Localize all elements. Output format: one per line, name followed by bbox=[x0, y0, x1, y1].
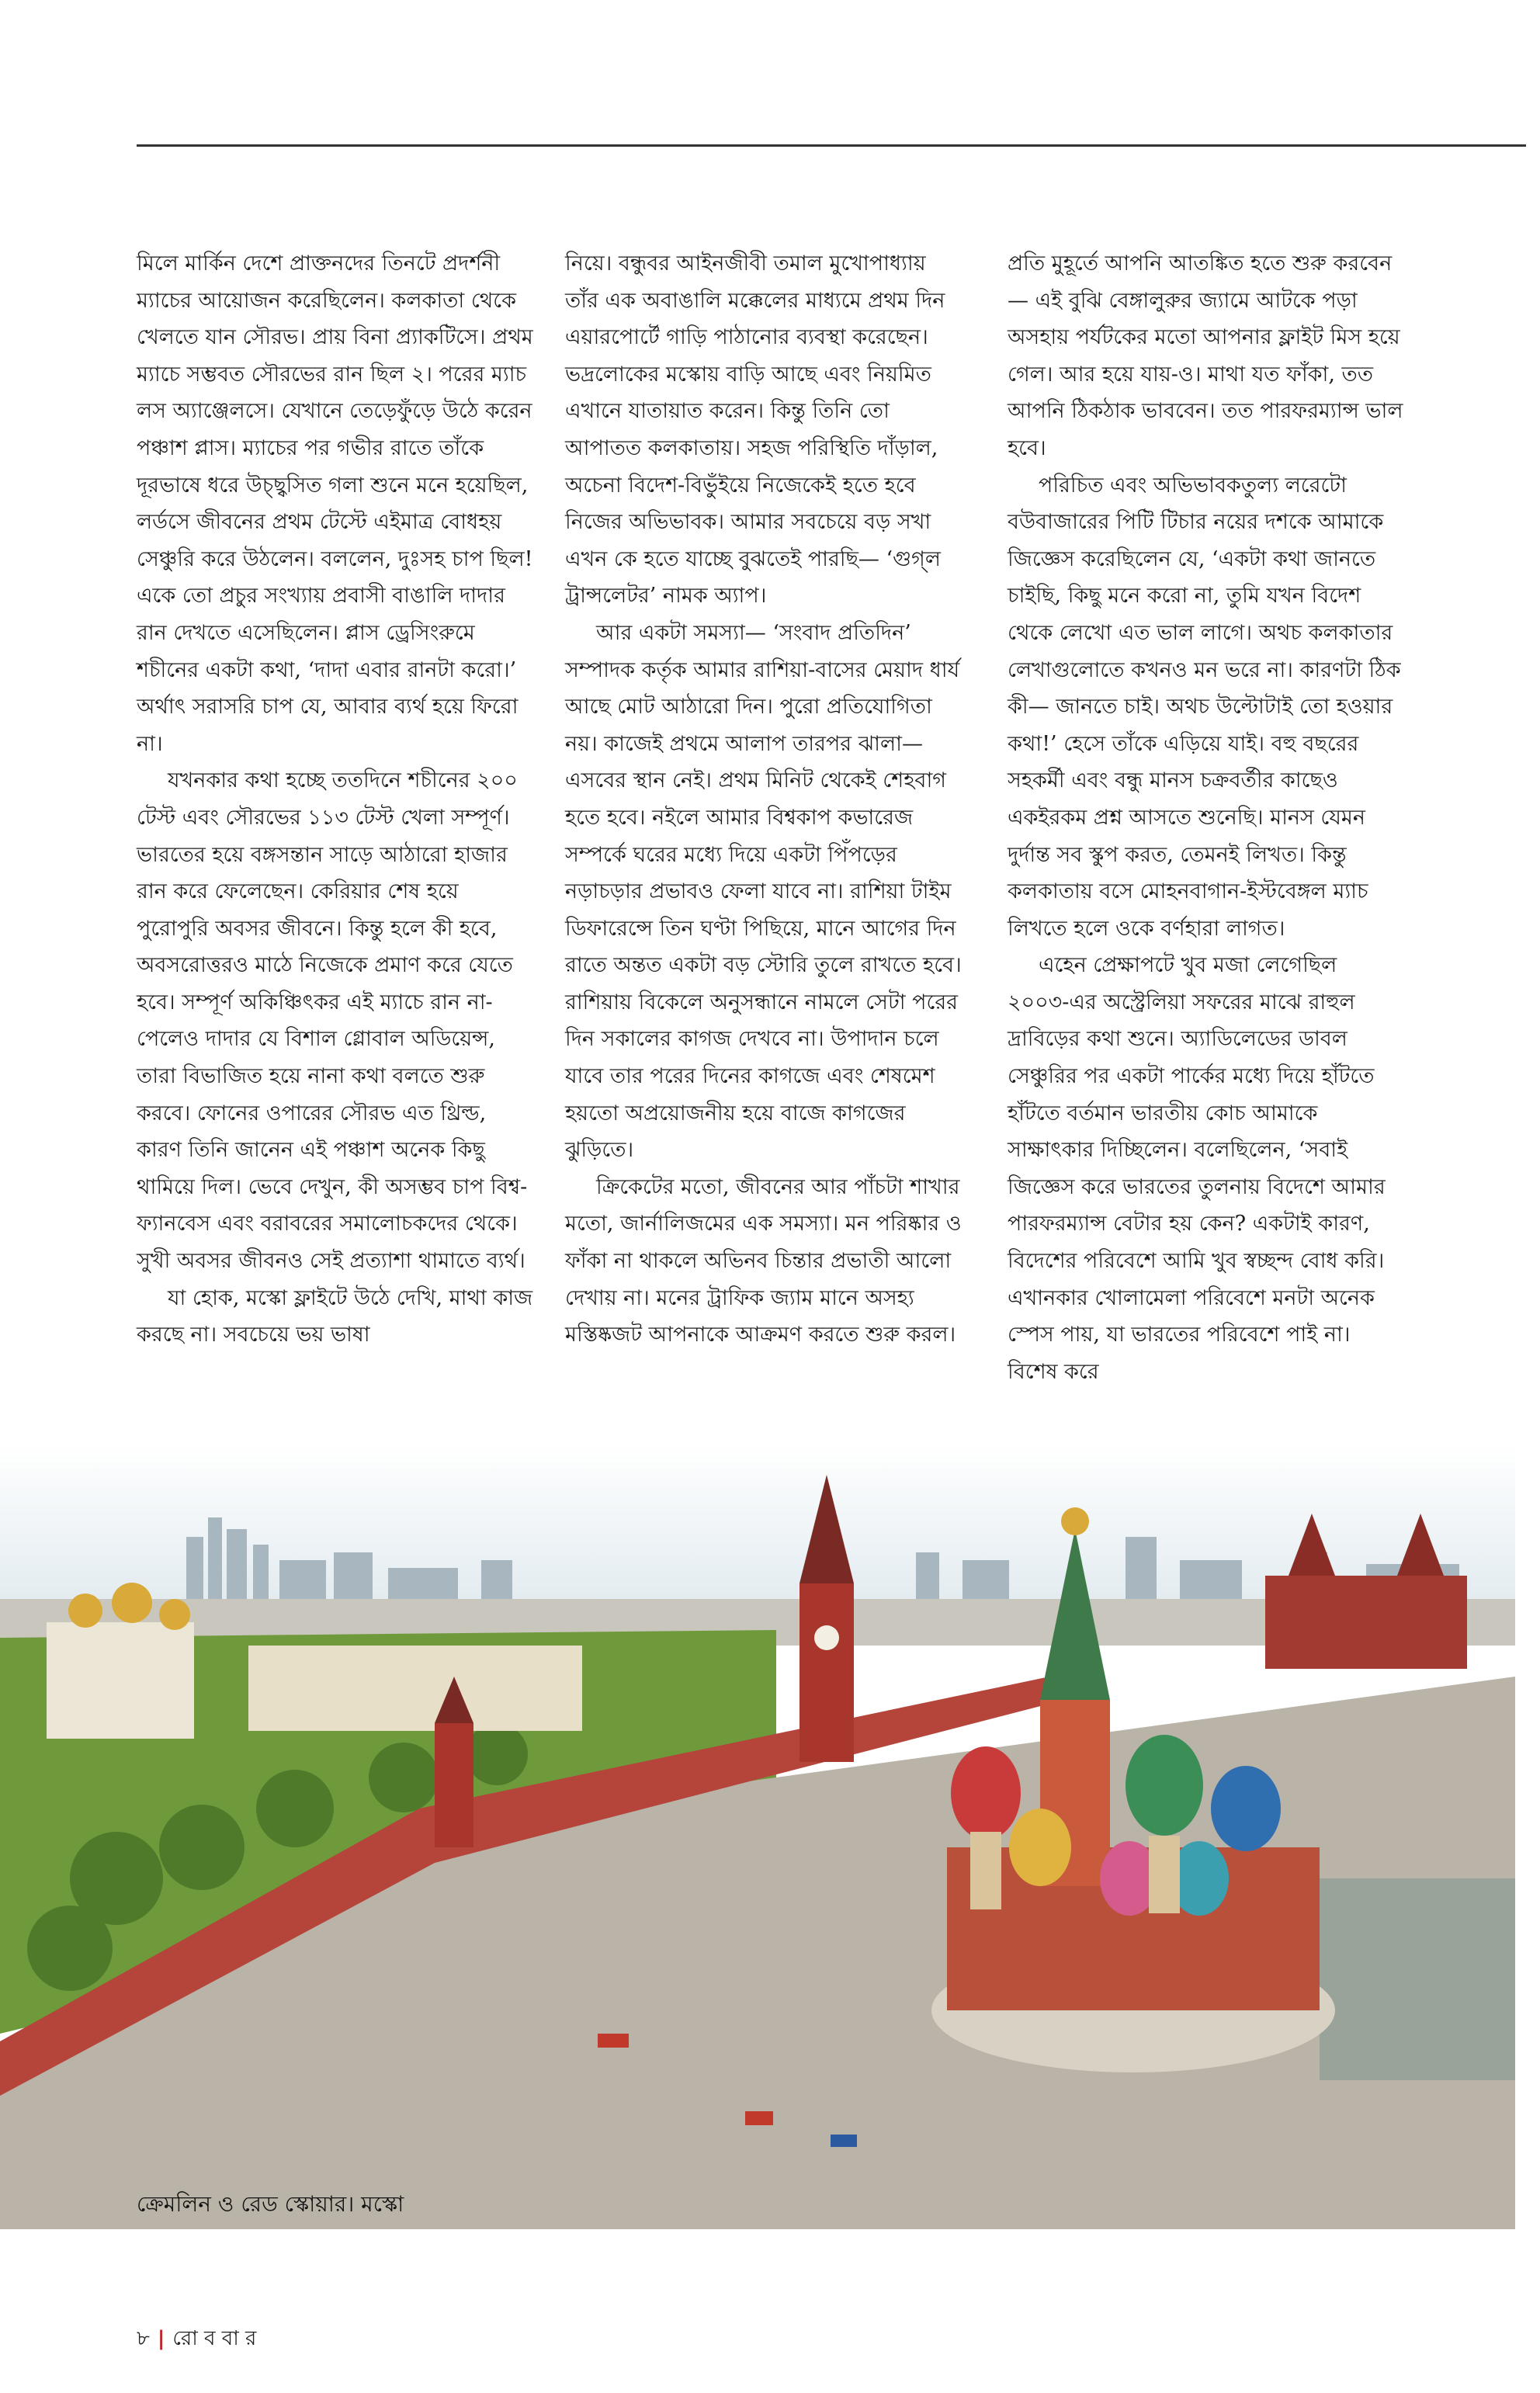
page-footer bbox=[137, 2322, 256, 2357]
top-rule bbox=[137, 144, 1526, 147]
paragraph: ক্রিকেটের মতো, জীবনের আর পাঁচটা শাখার মতো, জার্নালিজমের এক সমস্যা। মন পরিষ্কার ও ফাঁকা না থাকলে অভিনব চিন্তার প্রভাতী আলো দেখায় না। মনের ট্রাফিক জ্যাম মানে অসহ্য মস্তিষ্কজট আপনাকে আক্রমণ করতে শুরু করল। bbox=[565, 1174, 962, 1347]
article-column-3 bbox=[1008, 245, 1405, 1390]
page-number: ৮ bbox=[137, 2327, 150, 2350]
paragraph: পরিচিত এবং অভিভাবকতুল্য লরেটো বউবাজারের পিটি টিচার নয়ের দশকে আমাকে জিজ্ঞেস করেছিলেন যে, ‘একটা কথা জানতে চাইছি, কিছু মনে করো না, তুমি যখন বিদেশ থেকে লেখো এত ভাল লাগে। অথচ কলকাতার লেখাগুলোতে কখনও মন ভরে না। কারণটা ঠিক কী— জানতে চাই। অথচ উল্টোটাই তো হওয়ার কথা!’ হেসে তাঁকে এড়িয়ে যাই। বহু বছরের সহকর্মী এবং বন্ধু মানস চক্রবর্তীর কাছেও একইরকম প্রশ্ন আসতে শুনেছি। মানস যেমন দুর্দান্ত সব স্কুপ করত, তেমনই লিখত। কিন্তু কলকাতায় বসে মোহনবাগান-ইস্টবেঙ্গল ম্যাচ লিখতে হলে ওকে বর্ণহারা লাগত। bbox=[1008, 473, 1401, 941]
vehicle bbox=[831, 2135, 857, 2147]
paragraph: এহেন প্রেক্ষাপটে খুব মজা লেগেছিল ২০০৩-এর অস্ট্রেলিয়া সফরের মাঝে রাহুল দ্রাবিড়ের কথা শুনে। অ্যাডিলেডের ডাবল সেঞ্চুরির পর একটা পার্কের মধ্যে দিয়ে হাঁটতে হাঁটতে বর্তমান ভারতীয় কোচ আমাকে সাক্ষাৎকার দিচ্ছিলেন। বলেছিলেন, ‘সবাই জিজ্ঞেস করে ভারতের তুলনায় বিদেশে আমার পারফরম্যান্স বেটার হয় কেন? একটাই কারণ, বিদেশের পরিবেশে আমি খুব স্বচ্ছন্দ বোধ করি। এখানকার খোলামেলা পরিবেশে মনটা অনেক স্পেস পায়, যা ভারতের পরিবেশে পাই না। বিশেষ করে bbox=[1008, 953, 1386, 1384]
paragraph: মিলে মার্কিন দেশে প্রাক্তনদের তিনটে প্রদর্শনী ম্যাচের আয়োজন করেছিলেন। কলকাতা থেকে খেলতে যান সৌরভ। প্রায় বিনা প্র্যাকটিসে। প্রথম ম্যাচে সম্ভবত সৌরভের রান ছিল ২। পরের ম্যাচ লস অ্যাঞ্জেলসে। যেখানে তেড়েফুঁড়ে উঠে করেন পঞ্চাশ প্লাস। ম্যাচের পর গভীর রাতে তাঁকে দূরভাষে ধরে উচ্ছ্বসিত গলা শুনে মনে হয়েছিল, লর্ডসে জীবনের প্রথম টেস্টে এইমাত্র বোধহয় সেঞ্চুরি করে উঠলেন। বললেন, দুঃসহ চাপ ছিল! একে তো প্রচুর সংখ্যায় প্রবাসী বাঙালি দাদার রান দেখতে এসেছিলেন। প্লাস ড্রেসিংরুমে শচীনের একটা কথা, ‘দাদা এবার রানটা করো।’ অর্থাৎ সরাসরি চাপ যে, আবার ব্যর্থ হয়ে ফিরো না। bbox=[137, 251, 533, 756]
publication-name: রো ব বা র bbox=[172, 2327, 257, 2350]
vehicle bbox=[598, 2034, 629, 2048]
paragraph: যখনকার কথা হচ্ছে ততদিনে শচীনের ২০০ টেস্ট এবং সৌরভের ১১৩ টেস্ট খেলা সম্পূর্ণ। ভারতের হয়ে বঙ্গসন্তান সাড়ে আঠারো হাজার রান করে ফেলেছেন। কেরিয়ার শেষ হয়ে পুরোপুরি অবসর জীবনে। কিন্তু হলে কী হবে, অবসরোত্তরও মাঠে নিজেকে প্রমাণ করে যেতে হবে। সম্পূর্ণ অকিঞ্চিৎকর এই ম্যাচে রান না-পেলেও দাদার যে বিশাল গ্লোবাল অডিয়েন্স, তারা বিভাজিত হয়ে নানা কথা বলতে শুরু করবে। ফোনের ওপারের সৌরভ এত থ্রিল্ড, কারণ তিনি জানেন এই পঞ্চাশ অনেক কিছু থামিয়ে দিল। ভেবে দেখুন, কী অসম্ভব চাপ বিশ্ব-ফ্যানবেস এবং বরাবরের সমালোচকদের থেকে। সুখী অবসর জীবনও সেই প্রত্যাশা থামাতে ব্যর্থ। bbox=[137, 768, 528, 1274]
gum-building bbox=[1320, 1878, 1515, 2080]
footer-separator: | bbox=[157, 2327, 165, 2350]
historical-museum bbox=[1265, 1576, 1467, 1669]
paragraph: প্রতি মুহূর্তে আপনি আতঙ্কিত হতে শুরু করবেন— এই বুঝি বেঙ্গালুরুর জ্যামে আটকে পড়া অসহায় পর্যটকের মতো আপনার ফ্লাইট মিস হয়ে গেল। আর হয়ে যায়-ও। মাথা যত ফাঁকা, তত আপনি ঠিকঠাক ভাববেন। তত পারফরম্যান্স ভাল হবে। bbox=[1008, 251, 1403, 460]
kremlin-tower bbox=[435, 1723, 473, 1847]
cathedral-building bbox=[47, 1622, 194, 1739]
paragraph: নিয়ে। বন্ধুবর আইনজীবী তমাল মুখোপাধ্যায় তাঁর এক অবাঙালি মক্কেলের মাধ্যমে প্রথম দিন এয়ারপোর্টে গাড়ি পাঠানোর ব্যবস্থা করেছেন। ভদ্রলোকের মস্কোয় বাড়ি আছে এবং নিয়মিত এখানে যাতায়াত করেন। কিন্তু তিনি তো আপাতত কলকাতায়। সহজ পরিস্থিতি দাঁড়াল, অচেনা বিদেশ-বিভুঁইয়ে নিজেকেই হতে হবে নিজের অভিভাবক। আমার সবচেয়ে বড় সখা এখন কে হতে যাচ্ছে বুঝতেই পারছি— ‘গুগ্‌ল ট্রান্সলেটর’ নামক অ্যাপ। bbox=[565, 251, 945, 609]
article-column-2 bbox=[565, 245, 962, 1354]
paragraph: আর একটা সমস্যা— ‘সংবাদ প্রতিদিন’ সম্পাদক কর্তৃক আমার রাশিয়া-বাসের মেয়াদ ধার্য আছে মোট আঠারো দিন। পুরো প্রতিযোগিতা নয়। কাজেই প্রথমে আলাপ তারপর ঝালা— এসবের স্থান নেই। প্রথম মিনিট থেকেই শেহবাগ হতে হবে। নইলে আমার বিশ্বকাপ কভারেজ সম্পর্কে ঘরের মধ্যে দিয়ে একটা পিঁপড়ের নড়াচড়ার প্রভাবও ফেলা যাবে না। রাশিয়া টাইম ডিফারেন্সে তিন ঘণ্টা পিছিয়ে, মানে আগের দিন রাতে অন্তত একটা বড় স্টোরি তুলে রাখতে হবে। রাশিয়ায় বিকেলে অনুসন্ধানে নামলে সেটা পরের দিন সকালের কাগজ দেখবে না। উপাদান চলে যাবে তার পরের দিনের কাগজে এবং শেষমেশ হয়তো অপ্রয়োজনীয় হয়ে বাজে কাগজের ঝুড়িতে। bbox=[565, 620, 962, 1163]
spasskaya-tower bbox=[799, 1583, 854, 1762]
photo-caption: ক্রেমলিন ও রেড স্কোয়ার। মস্কো bbox=[137, 2191, 404, 2217]
kremlin-palace bbox=[248, 1646, 582, 1731]
vehicle bbox=[745, 2111, 773, 2125]
article-column-1 bbox=[137, 245, 534, 1354]
kremlin-red-square-photo bbox=[0, 1444, 1515, 2229]
paragraph: যা হোক, মস্কো ফ্লাইটে উঠে দেখি, মাথা কাজ করছে না। সবচেয়ে ভয় ভাষা bbox=[137, 1285, 533, 1347]
